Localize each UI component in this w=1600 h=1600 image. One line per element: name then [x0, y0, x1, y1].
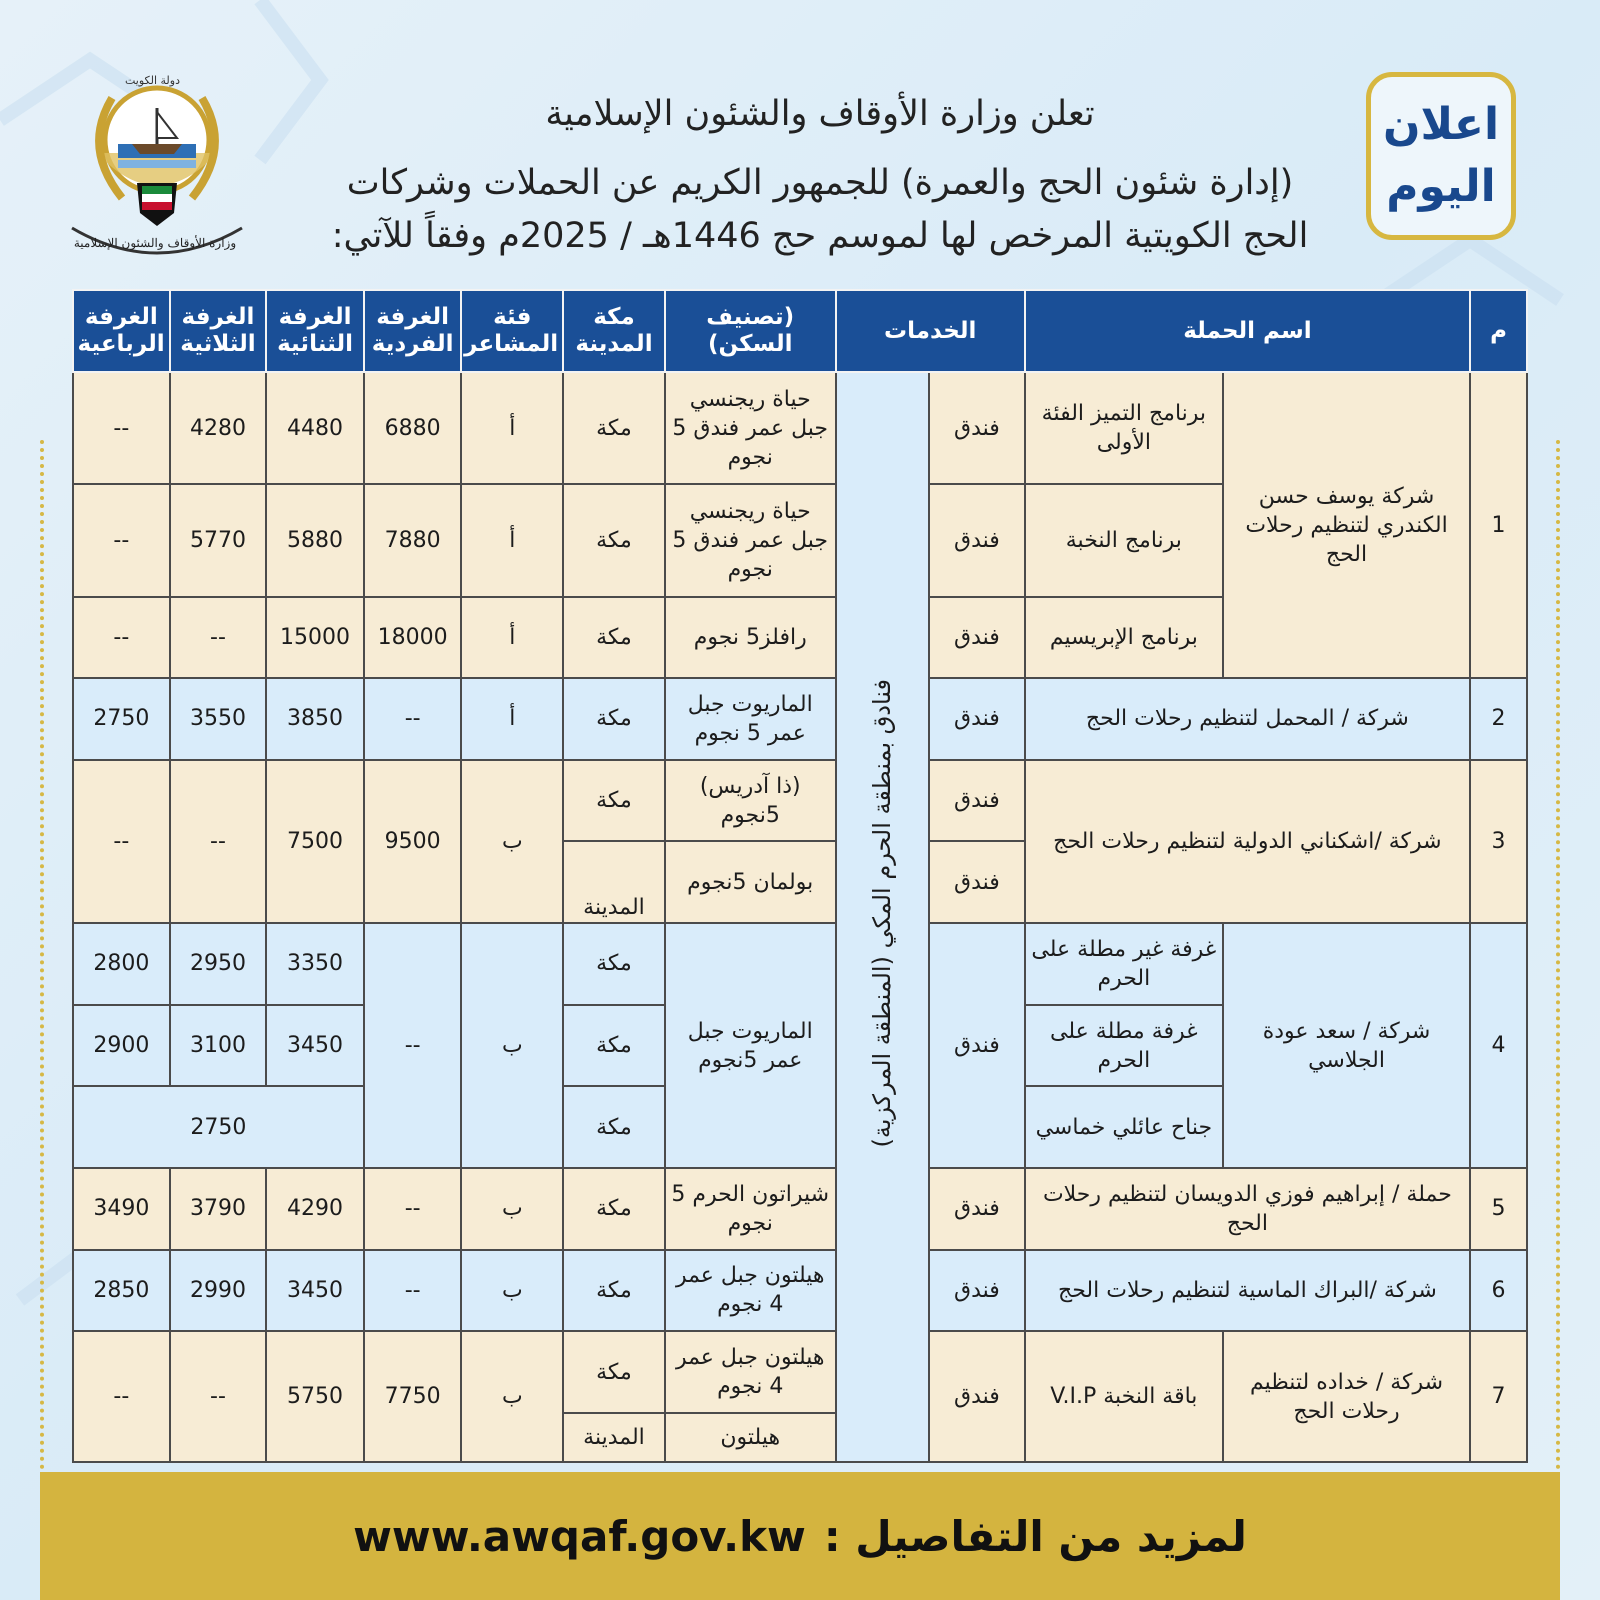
- quad-price: 2800: [73, 923, 170, 1005]
- category-cell: أ: [461, 372, 563, 484]
- campaign-name: شركة / سعد عودة الجلاسي: [1223, 923, 1470, 1168]
- program-name: برنامج التميز الفئة الأولى: [1025, 372, 1223, 484]
- category-cell: ب: [461, 760, 563, 923]
- category-cell: أ: [461, 678, 563, 760]
- service-cell: فندق: [929, 1250, 1025, 1332]
- header-m: م: [1470, 290, 1527, 372]
- vertical-services-label: [836, 372, 930, 1462]
- row-number: 4: [1470, 923, 1527, 1168]
- quad-price: 3490: [73, 1168, 170, 1250]
- single-price: --: [364, 678, 462, 760]
- footer-bar: [40, 1472, 1560, 1600]
- program-name: جناح عائلي خماسي: [1025, 1086, 1223, 1168]
- single-price: 7750: [364, 1331, 462, 1462]
- table-row: [73, 1331, 1527, 1413]
- city-cell: المدينة: [563, 1413, 665, 1462]
- city-cell: مكة: [563, 1168, 665, 1250]
- heading-line-1: تعلن وزارة الأوقاف والشئون الإسلامية: [545, 94, 1095, 134]
- housing-cell: الماريوت جبل عمر 5 نجوم: [665, 678, 836, 760]
- header-single: الغرفة الفردية: [364, 290, 462, 372]
- quad-price: --: [73, 597, 170, 679]
- category-cell: أ: [461, 484, 563, 596]
- housing-cell: حياة ريجنسي جبل عمر فندق 5 نجوم: [665, 372, 836, 484]
- badge-line-1: اعلان: [1382, 99, 1500, 150]
- vertical-services-text: فنادق بمنطقة الحرم المكي (المنطقة المركزية): [867, 678, 896, 1148]
- table-row: [73, 760, 1527, 842]
- quad-price: 2850: [73, 1250, 170, 1332]
- header-quad: الغرفة الرباعية: [73, 290, 170, 372]
- service-cell: فندق: [929, 1168, 1025, 1250]
- single-price: 6880: [364, 372, 462, 484]
- city-cell: مكة: [563, 1005, 665, 1087]
- city-cell: مكة: [563, 597, 665, 679]
- row-number: 3: [1470, 760, 1527, 923]
- category-cell: ب: [461, 1331, 563, 1462]
- table-row: [73, 372, 1527, 484]
- service-cell: فندق: [929, 372, 1025, 484]
- logo-ribbon-text: وزارة الأوقاف والشئون الإسلامية: [73, 236, 237, 250]
- quad-price: --: [73, 760, 170, 923]
- city-cell: مكة: [563, 484, 665, 596]
- program-name: برنامج النخبة: [1025, 484, 1223, 596]
- service-cell: فندق: [929, 760, 1025, 842]
- header-triple: الغرفة الثلاثية: [170, 290, 267, 372]
- housing-cell: بولمان 5نجوم: [665, 841, 836, 923]
- quad-price: 2750: [73, 678, 170, 760]
- header-mashaer: فئة المشاعر: [461, 290, 563, 372]
- program-name: غرفة مطلة على الحرم: [1025, 1005, 1223, 1087]
- double-price: 7500: [266, 760, 364, 923]
- header-double: الغرفة الثنائية: [266, 290, 364, 372]
- logo-top-text: دولة الكويت: [125, 74, 180, 87]
- quad-price: --: [73, 372, 170, 484]
- double-price: 15000: [266, 597, 364, 679]
- single-price: --: [364, 923, 462, 1168]
- city-cell: مكة: [563, 760, 665, 842]
- campaign-name: شركة /البراك الماسية لتنظيم رحلات الحج: [1025, 1250, 1470, 1332]
- program-name: برنامج الإبريسيم: [1025, 597, 1223, 679]
- service-cell: فندق: [929, 923, 1025, 1168]
- triple-price: --: [170, 1331, 267, 1462]
- table-row: [73, 1168, 1527, 1250]
- triple-price: 2990: [170, 1250, 267, 1332]
- header-campaign: اسم الحملة: [1025, 290, 1470, 372]
- program-name: غرفة غير مطلة على الحرم: [1025, 923, 1223, 1005]
- single-price: 18000: [364, 597, 462, 679]
- category-cell: أ: [461, 597, 563, 679]
- service-cell: فندق: [929, 1331, 1025, 1462]
- campaign-name: شركة / خداده لتنظيم رحلات الحج: [1223, 1331, 1470, 1462]
- service-cell: فندق: [929, 678, 1025, 760]
- city-cell: مكة: [563, 1331, 665, 1413]
- header-housing: (تصنيف السكن): [665, 290, 836, 372]
- program-name: باقة النخبة V.I.P: [1025, 1331, 1223, 1462]
- hajj-campaigns-table: [72, 289, 1528, 1463]
- footer-website-link[interactable]: www.awqaf.gov.kw: [353, 1511, 806, 1561]
- footer-label: لمزيد من التفاصيل :: [823, 1511, 1247, 1561]
- row-number: 2: [1470, 678, 1527, 760]
- service-cell: فندق: [929, 597, 1025, 679]
- triple-price: 2950: [170, 923, 267, 1005]
- city-cell: المدينة: [563, 841, 665, 923]
- single-price: --: [364, 1168, 462, 1250]
- city-cell: مكة: [563, 372, 665, 484]
- double-price: 4480: [266, 372, 364, 484]
- city-cell: مكة: [563, 1250, 665, 1332]
- housing-cell: حياة ريجنسي جبل عمر فندق 5 نجوم: [665, 484, 836, 596]
- row-number: 5: [1470, 1168, 1527, 1250]
- left-dotted-border: [40, 440, 44, 1470]
- right-dotted-border: [1556, 440, 1560, 1470]
- service-cell: فندق: [929, 841, 1025, 923]
- campaign-name: شركة /اشكناني الدولية لتنظيم رحلات الحج: [1025, 760, 1470, 923]
- header-services: الخدمات: [836, 290, 1025, 372]
- double-price: 3450: [266, 1250, 364, 1332]
- triple-price: 3550: [170, 678, 267, 760]
- category-cell: ب: [461, 1168, 563, 1250]
- double-price: 4290: [266, 1168, 364, 1250]
- table-row: [73, 1250, 1527, 1332]
- city-cell: مكة: [563, 1086, 665, 1168]
- quad-price: --: [73, 1331, 170, 1462]
- badge-line-2: اليوم: [1386, 161, 1496, 212]
- campaign-name: حملة / إبراهيم فوزي الدويسان لتنظيم رحلات الحج: [1025, 1168, 1470, 1250]
- heading-line-3: الحج الكويتية المرخص لها لموسم حج 1446هـ / 2025م وفقاً للآتي:: [331, 216, 1309, 256]
- table-row: [73, 678, 1527, 760]
- category-cell: ب: [461, 923, 563, 1168]
- housing-cell: هيلتون جبل عمر 4 نجوم: [665, 1331, 836, 1413]
- row-number: 6: [1470, 1250, 1527, 1332]
- campaign-name: شركة يوسف حسن الكندري لتنظيم رحلات الحج: [1223, 372, 1470, 678]
- single-price: 9500: [364, 760, 462, 923]
- campaign-name: شركة / المحمل لتنظيم رحلات الحج: [1025, 678, 1470, 760]
- double-price: 3450: [266, 1005, 364, 1087]
- triple-price: --: [170, 760, 267, 923]
- housing-cell: شيراتون الحرم 5 نجوم: [665, 1168, 836, 1250]
- heading-line-2: (إدارة شئون الحج والعمرة) للجمهور الكريم عن الحملات وشركات: [346, 163, 1294, 203]
- triple-price: 5770: [170, 484, 267, 596]
- double-price: 3850: [266, 678, 364, 760]
- city-cell: مكة: [563, 678, 665, 760]
- double-price: 5750: [266, 1331, 364, 1462]
- housing-cell: (ذا آدريس) 5نجوم: [665, 760, 836, 842]
- quad-price: --: [73, 484, 170, 596]
- single-price: 7880: [364, 484, 462, 596]
- category-cell: ب: [461, 1250, 563, 1332]
- double-price: 3350: [266, 923, 364, 1005]
- housing-cell: رافلز5 نجوم: [665, 597, 836, 679]
- city-cell: مكة: [563, 923, 665, 1005]
- suite-price: 2750: [73, 1086, 364, 1168]
- header-mecca-medina: مكة المدينة: [563, 290, 665, 372]
- row-number: 7: [1470, 1331, 1527, 1462]
- table-header-row: [73, 290, 1527, 372]
- service-cell: فندق: [929, 484, 1025, 596]
- quad-price: 2900: [73, 1005, 170, 1087]
- table-row: [73, 923, 1527, 1005]
- single-price: --: [364, 1250, 462, 1332]
- triple-price: --: [170, 597, 267, 679]
- housing-cell: هيلتون: [665, 1413, 836, 1462]
- housing-cell: الماريوت جبل عمر 5نجوم: [665, 923, 836, 1168]
- triple-price: 3790: [170, 1168, 267, 1250]
- double-price: 5880: [266, 484, 364, 596]
- row-number: 1: [1470, 372, 1527, 678]
- housing-cell: هيلتون جبل عمر 4 نجوم: [665, 1250, 836, 1332]
- triple-price: 3100: [170, 1005, 267, 1087]
- triple-price: 4280: [170, 372, 267, 484]
- announcement-badge: [1366, 72, 1516, 240]
